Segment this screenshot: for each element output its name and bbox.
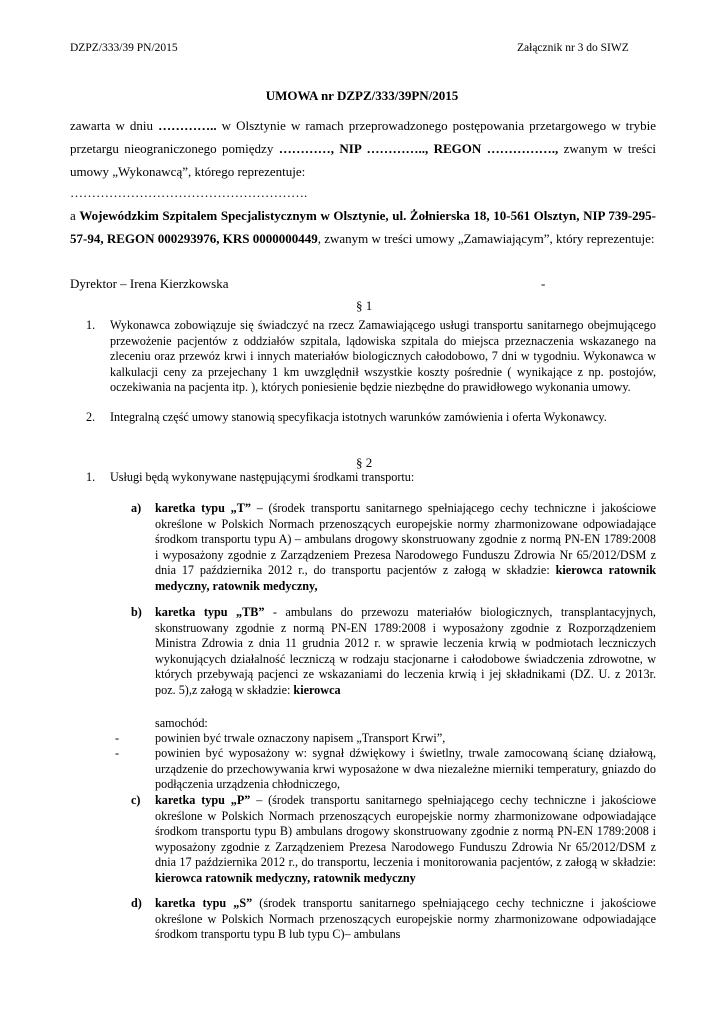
dash-item-1: - powinien być trwale oznaczony napisem „Transport Krwi”, [115,731,446,745]
section-1-item-1: 1. Wykonawca zobowiązuje się świadczyć na rzecz Zamawiającego usługi transportu sanitarnego obejmującego przewożenie pacjentów z oddziałów szpitala, lądowiska szpitala do miejsca przeznaczenia wskazanego na zleceniu oraz przewóz krwi i innych materiałów biologicznych całodobowo, 7 dni w tygodniu. Wykonawca w kalkulacji ceny za przejechany 1 km uwzględnił wszystkie koszty pośrednie ( wynikające z np. postojów, oczekiwania na pacjenta itp. ), których poniesienie będzie niezbędne do prawidłowego wykonania umowy. [86,318,656,394]
vehicle-label: samochód: [155,716,208,730]
intro-paragraph: zawarta w dniu ………….. w Olsztynie w ramach przeprowadzonego postępowania przetargowego w trybie przetargu nieograniczonego pomiędzy …………, NIP ………….., REGON ……………., zwanym w treści umowy „Wykonawcą”, którego reprezentuje: [70,118,656,179]
section-2-item-1: 1. Usługi będą wykonywane następującymi środkami transportu: [86,470,415,484]
section-1-heading: § 1 [356,298,373,313]
header-reference: DZPZ/333/39 PN/2015 [70,42,178,54]
header-attachment: Załącznik nr 3 do SIWZ [517,42,629,54]
dash-item-2: - powinien być wyposażony w: sygnał dźwiękowy i świetlny, trwale zamocowaną ścianę działową, urządzenie do przechowywania krwi wyposażone w dwa niezależne mierniki temperatury, gniazdo do podłączenia urządzenia chłodniczego, [115,746,656,791]
contract-title: UMOWA nr DZPZ/333/39PN/2015 [265,88,459,103]
vehicle-type-tb: b) karetka typu „TB” - ambulans do przewozu materiałów biologicznych, transplantacyjnych, skonstruowany zgodnie z normą PN-EN 1789:2008 i wyposażony zgodnie z Rozporządzeniem Ministra Zdrowia z dnia 11 grudnia 2012 r. w sprawie leczenia krwią w podmiotach leczniczych wykonujących działalność leczniczą w rodzaju stacjonarne i całodobowe świadczenia zdrowotne, w których przebywają pacjenci ze wskazaniami do leczenia krwią i jej składnikami (DZ. U. z 2013r. poz. 5),z załogą w składzie: kierowca [131,605,656,697]
vehicle-type-s: d) karetka typu „S” (środek transportu sanitarnego spełniającego cechy techniczne i jakościowe określone w Polskich Normach przenoszących europejskie normy zharmonizowane odpowiadające środkom transportu typu B lub typu C)– ambulans [131,896,656,941]
director-line: Dyrektor – Irena Kierzkowska [70,276,229,291]
section-1-item-2: 2. Integralną część umowy stanowią specyfikacja istotnych warunków zamówienia i oferta Wykonawcy. [86,410,607,424]
director-dash: - [541,276,546,291]
contractor-representative-dots: ………………………………………………. [70,185,308,200]
vehicle-type-t: a) karetka typu „T” – (środek transportu sanitarnego spełniającego cechy techniczne i jakościowe określone w Polskich Normach przenoszących europejskie normy zharmonizowane odpowiadające środkom transportu typu A) – ambulans drogowy skonstruowany zgodnie z normą PN-EN 1789:2008 i wyposażony zgodnie z Zarządzeniem Prezesa Narodowego Funduszu Zdrowia Nr 65/2012/DSM z dnia 17 października 2012 r., do transportu pacjentów z załogą w składzie: kierowca ratownik medyczny, ratownik medyczny, [131,501,656,593]
hospital-paragraph: a Wojewódzkim Szpitalem Specjalistycznym w Olsztynie, ul. Żołnierska 18, 10-561 Olsztyn, NIP 739-295-57-94, REGON 000293976, KRS 0000000449, zwanym w treści umowy „Zamawiającym”, który reprezentuje: [70,208,657,246]
vehicle-type-p: c) karetka typu „P” – (środek transportu sanitarnego spełniającego cechy techniczne i jakościowe określone w Polskich Normach przenoszących europejskie normy zharmonizowane odpowiadające środkom transportu typu B) ambulans drogowy skonstruowany zgodnie z normą PN-EN 1789:2008 i wyposażony zgodnie z Zarządzeniem Prezesa Narodowego Funduszu Zdrowia Nr 65/2012/DSM z dnia 17 października 2012 r., do transportu, leczenia i monitorowania pacjentów, z załogą w składzie: kierowca ratownik medyczny, ratownik medyczny [131,793,656,885]
section-2-heading: § 2 [356,455,373,470]
